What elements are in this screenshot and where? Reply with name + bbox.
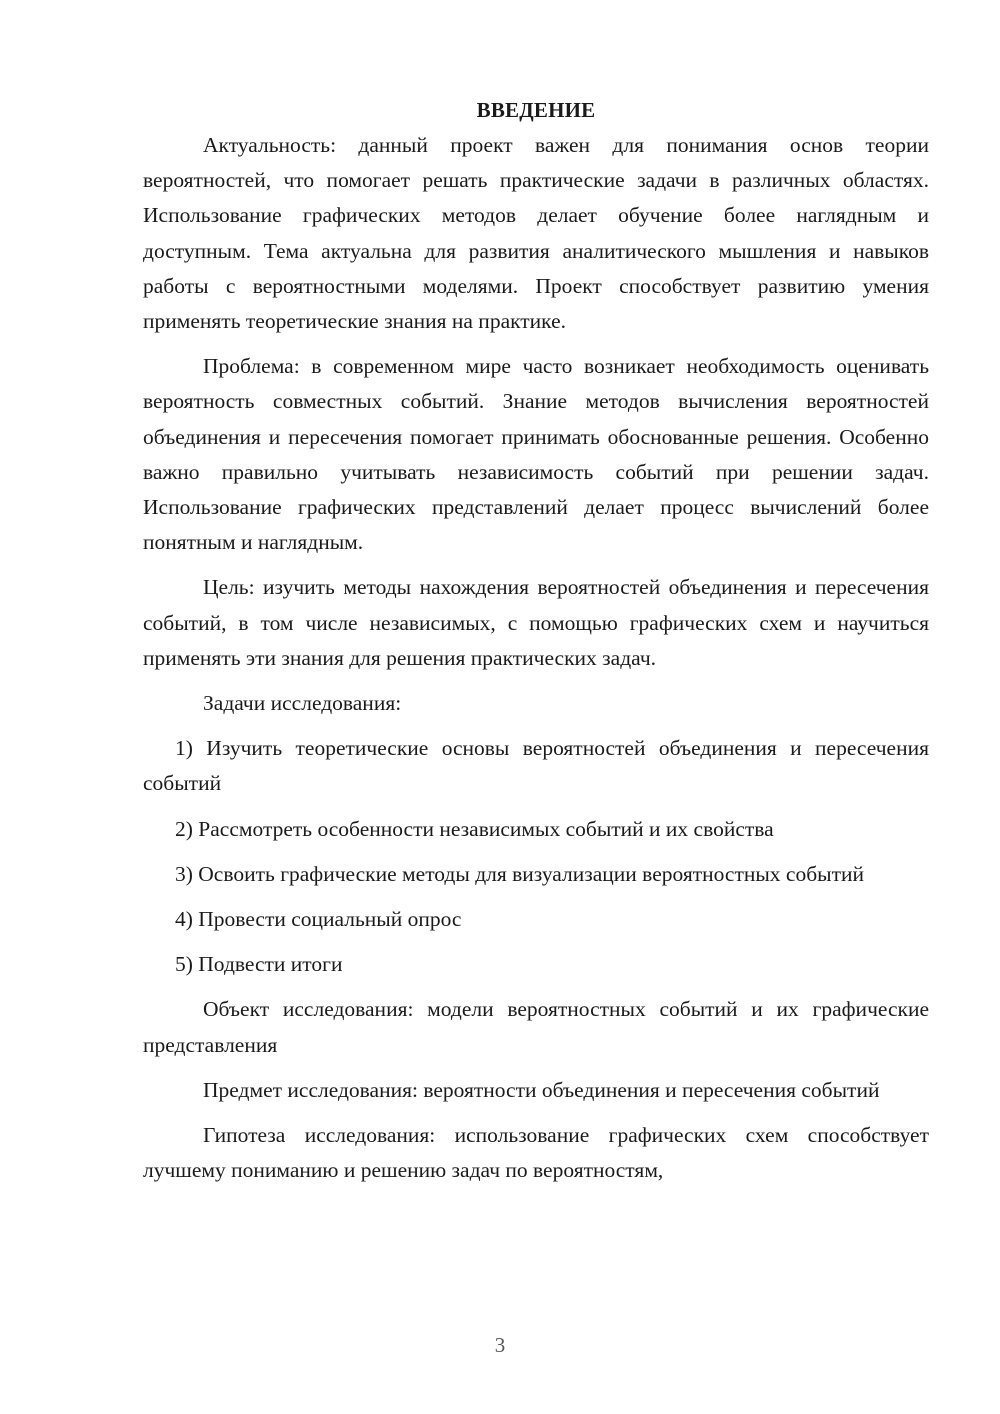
task-item-5: 5) Подвести итоги: [175, 952, 343, 977]
task-item-3: 3) Освоить графические методы для визуализации вероятностных событий: [175, 861, 865, 886]
paragraph-goal: Цель: изучить методы нахождения вероятностей объединения и пересечения событий, в том числе независимых, с помощью графических схем и научиться применять эти знания для решения практических задач.: [143, 575, 929, 670]
task-item-4: 4) Провести социальный опрос: [175, 907, 462, 932]
section-title: ВВЕДЕНИЕ: [476, 98, 596, 122]
paragraph-hypothesis: Гипотеза исследования: использование графических схем способствует лучшему пониманию и решению задач по вероятностям,: [143, 1123, 929, 1183]
task-item-1: 1) Изучить теоретические основы вероятностей объединения и пересечения событий: [143, 736, 929, 796]
paragraph-relevance: Актуальность: данный проект важен для понимания основ теории вероятностей, что помогает решать практические задачи в различных областях. Использование графических методов делает обучение более наглядным и доступным. Тема актуальна для развития аналитического мышления и навыков работы с вероятностными моделями. Проект способствует развитию умения применять теоретические знания на практике.: [143, 133, 929, 334]
paragraph-subject: Предмет исследования: вероятности объединения и пересечения событий: [203, 1077, 880, 1102]
paragraph-object: Объект исследования: модели вероятностных событий и их графические представления: [143, 997, 929, 1057]
document-page: [143, 93, 929, 1198]
paragraph-tasks-heading: Задачи исследования:: [203, 691, 402, 716]
page-number: 3: [494, 1333, 506, 1357]
paragraph-problem: Проблема: в современном мире часто возникает необходимость оценивать вероятность совместных событий. Знание методов вычисления вероятностей объединения и пересечения помогает принимать обоснованные решения. Особенно важно правильно учитывать независимость событий при решении задач. Использование графических представлений делает процесс вычислений более понятным и наглядным.: [143, 354, 929, 555]
task-item-2: 2) Рассмотреть особенности независимых событий и их свойства: [175, 816, 774, 841]
